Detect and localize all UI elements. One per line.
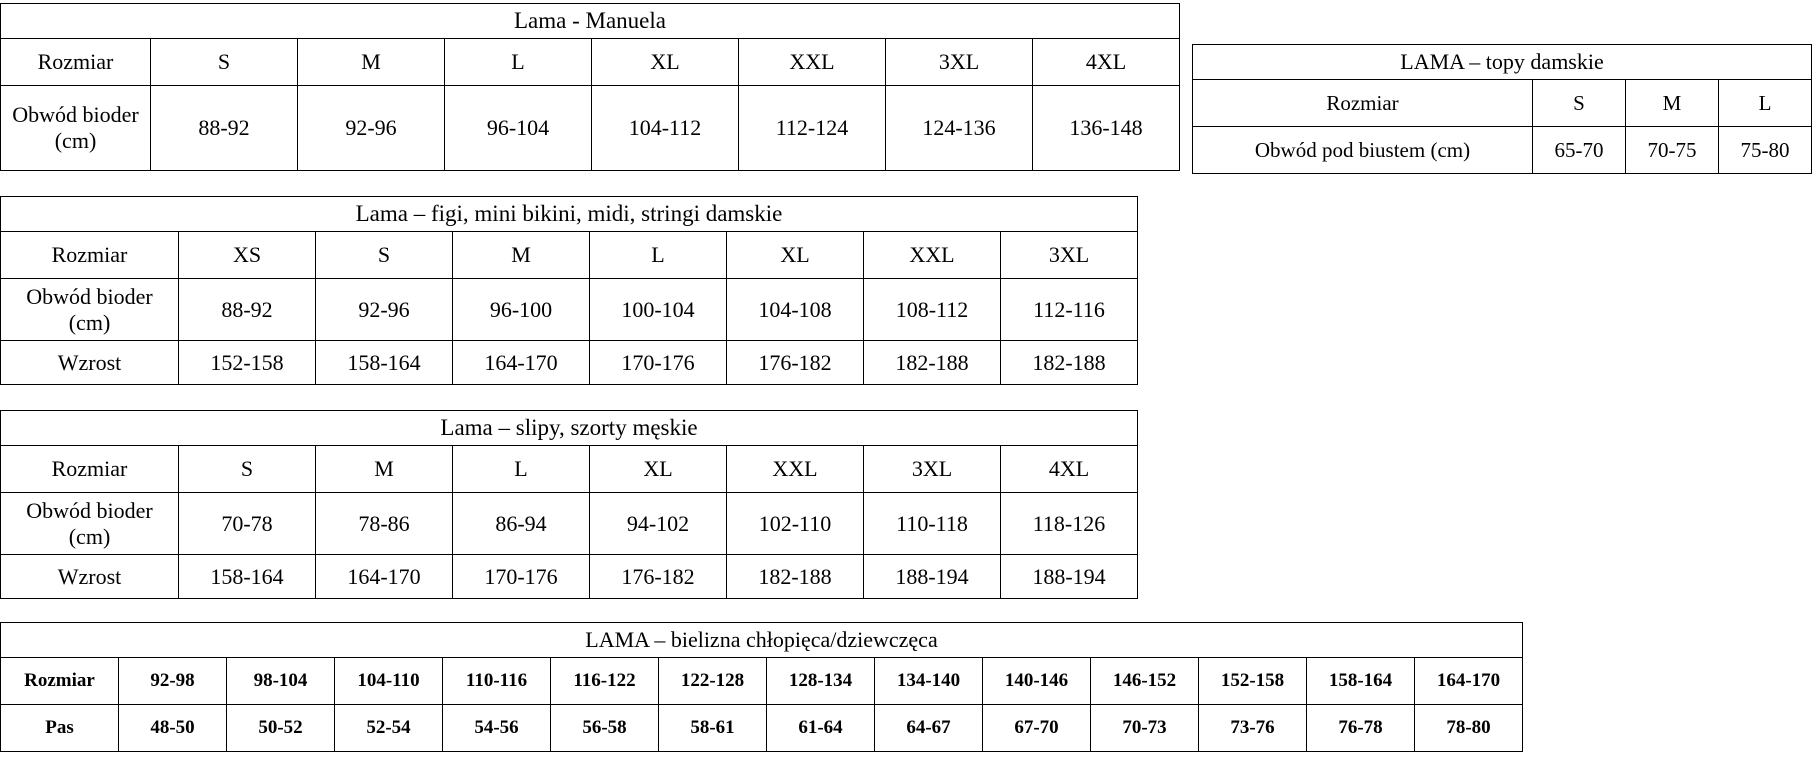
table-cell: 136-148 (1033, 86, 1180, 171)
column-header: 3XL (1001, 232, 1138, 279)
table-row (1, 555, 1138, 599)
column-header: M (453, 232, 590, 279)
table-cell: 152-158 (179, 341, 316, 385)
column-header: 140-146 (983, 658, 1091, 705)
column-header: Rozmiar (1193, 80, 1533, 127)
row-label: Wzrost (1, 341, 179, 385)
table-cell: 102-110 (727, 493, 864, 555)
column-header: 122-128 (659, 658, 767, 705)
column-header: 104-110 (335, 658, 443, 705)
column-header: S (1533, 80, 1626, 127)
table-cell: 94-102 (590, 493, 727, 555)
column-header: Rozmiar (1, 658, 119, 705)
column-header: L (1719, 80, 1812, 127)
table-cell: 158-164 (179, 555, 316, 599)
table-caption-row (1193, 45, 1812, 80)
table-cell: 70-75 (1626, 127, 1719, 174)
table-cell: 96-104 (445, 86, 592, 171)
table-row (1, 493, 1138, 555)
column-header: 146-152 (1091, 658, 1199, 705)
table-cell: 118-126 (1001, 493, 1138, 555)
table-header-row (1, 39, 1180, 86)
table-header-row (1, 658, 1523, 705)
table-cell: 52-54 (335, 705, 443, 752)
table-cell: 56-58 (551, 705, 659, 752)
table-header-row (1193, 80, 1812, 127)
table-cell: 176-182 (727, 341, 864, 385)
table-caption-row (1, 623, 1523, 658)
size-table-topy-damskie (1192, 44, 1812, 174)
table-block-figi-damskie (0, 196, 1138, 385)
size-table-slipy-meskie (0, 410, 1138, 599)
table-cell: 54-56 (443, 705, 551, 752)
table-cell: 164-170 (316, 555, 453, 599)
table-cell: 92-96 (298, 86, 445, 171)
table-cell: 104-112 (592, 86, 739, 171)
column-header: 116-122 (551, 658, 659, 705)
table-row (1, 279, 1138, 341)
column-header: 158-164 (1307, 658, 1415, 705)
column-header: XXL (739, 39, 886, 86)
table-cell: 50-52 (227, 705, 335, 752)
table-cell: 78-86 (316, 493, 453, 555)
table-caption: Lama – slipy, szorty męskie (1, 411, 1138, 446)
table-cell: 158-164 (316, 341, 453, 385)
table-cell: 92-96 (316, 279, 453, 341)
column-header: Rozmiar (1, 446, 179, 493)
column-header: S (151, 39, 298, 86)
row-label: Pas (1, 705, 119, 752)
column-header: M (1626, 80, 1719, 127)
table-cell: 182-188 (1001, 341, 1138, 385)
table-cell: 188-194 (1001, 555, 1138, 599)
table-cell: 64-67 (875, 705, 983, 752)
row-label: Obwód bioder (cm) (1, 86, 151, 171)
table-cell: 104-108 (727, 279, 864, 341)
table-cell: 88-92 (151, 86, 298, 171)
size-table-manuela (0, 3, 1180, 171)
table-cell: 76-78 (1307, 705, 1415, 752)
table-cell: 75-80 (1719, 127, 1812, 174)
column-header: XXL (727, 446, 864, 493)
table-cell: 124-136 (886, 86, 1033, 171)
row-label: Wzrost (1, 555, 179, 599)
row-label: Obwód bioder (cm) (1, 493, 179, 555)
table-cell: 112-116 (1001, 279, 1138, 341)
column-header: M (298, 39, 445, 86)
table-caption-row (1, 411, 1138, 446)
column-header: 3XL (864, 446, 1001, 493)
table-cell: 67-70 (983, 705, 1091, 752)
table-block-slipy-meskie (0, 410, 1138, 599)
column-header: L (453, 446, 590, 493)
column-header: XL (590, 446, 727, 493)
table-cell: 108-112 (864, 279, 1001, 341)
column-header: Rozmiar (1, 232, 179, 279)
column-header: 98-104 (227, 658, 335, 705)
table-row (1, 341, 1138, 385)
table-cell: 78-80 (1415, 705, 1523, 752)
table-cell: 58-61 (659, 705, 767, 752)
table-caption-row (1, 197, 1138, 232)
size-table-figi-damskie (0, 196, 1138, 385)
table-block-topy-damskie (1192, 44, 1812, 174)
column-header: S (179, 446, 316, 493)
column-header: L (445, 39, 592, 86)
table-caption: Lama – figi, mini bikini, midi, stringi damskie (1, 197, 1138, 232)
column-header: XS (179, 232, 316, 279)
column-header: 128-134 (767, 658, 875, 705)
table-cell: 70-78 (179, 493, 316, 555)
table-header-row (1, 232, 1138, 279)
row-label: Obwód bioder (cm) (1, 279, 179, 341)
table-header-row (1, 446, 1138, 493)
column-header: L (590, 232, 727, 279)
table-cell: 182-188 (864, 341, 1001, 385)
column-header: Rozmiar (1, 39, 151, 86)
table-cell: 110-118 (864, 493, 1001, 555)
table-cell: 170-176 (453, 555, 590, 599)
table-row (1193, 127, 1812, 174)
column-header: 4XL (1033, 39, 1180, 86)
column-header: 164-170 (1415, 658, 1523, 705)
table-cell: 73-76 (1199, 705, 1307, 752)
table-cell: 176-182 (590, 555, 727, 599)
table-cell: 86-94 (453, 493, 590, 555)
column-header: XL (727, 232, 864, 279)
size-table-bielizna-dziecieca (0, 622, 1523, 752)
table-caption: Lama - Manuela (1, 4, 1180, 39)
table-block-manuela (0, 3, 1180, 171)
column-header: XXL (864, 232, 1001, 279)
column-header: 92-98 (119, 658, 227, 705)
table-caption-row (1, 4, 1180, 39)
table-cell: 70-73 (1091, 705, 1199, 752)
table-cell: 112-124 (739, 86, 886, 171)
column-header: S (316, 232, 453, 279)
table-row (1, 86, 1180, 171)
column-header: 110-116 (443, 658, 551, 705)
table-cell: 188-194 (864, 555, 1001, 599)
table-cell: 61-64 (767, 705, 875, 752)
column-header: 4XL (1001, 446, 1138, 493)
table-caption: LAMA – bielizna chłopięca/dziewczęca (1, 623, 1523, 658)
table-row (1, 705, 1523, 752)
column-header: 152-158 (1199, 658, 1307, 705)
table-cell: 170-176 (590, 341, 727, 385)
table-block-bielizna-dziecieca (0, 622, 1526, 752)
row-label: Obwód pod biustem (cm) (1193, 127, 1533, 174)
column-header: XL (592, 39, 739, 86)
table-cell: 88-92 (179, 279, 316, 341)
column-header: M (316, 446, 453, 493)
table-caption: LAMA – topy damskie (1193, 45, 1812, 80)
table-cell: 65-70 (1533, 127, 1626, 174)
table-cell: 100-104 (590, 279, 727, 341)
table-cell: 182-188 (727, 555, 864, 599)
table-cell: 48-50 (119, 705, 227, 752)
column-header: 3XL (886, 39, 1033, 86)
column-header: 134-140 (875, 658, 983, 705)
table-cell: 164-170 (453, 341, 590, 385)
table-cell: 96-100 (453, 279, 590, 341)
